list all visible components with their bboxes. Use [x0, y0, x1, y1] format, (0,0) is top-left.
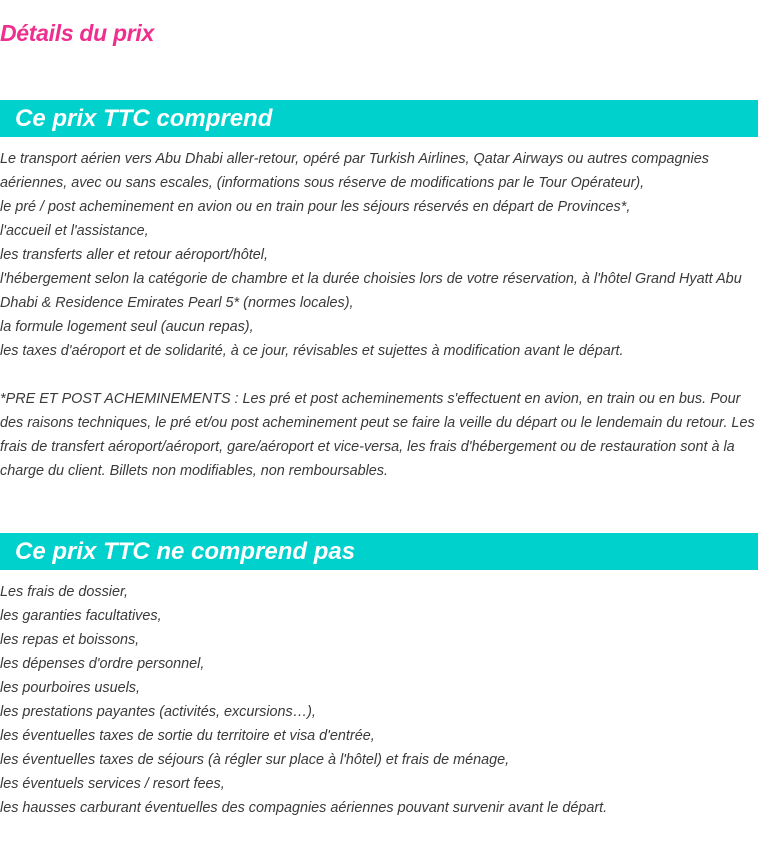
- page-title: Détails du prix: [0, 20, 154, 46]
- list-item: les taxes d'aéroport et de solidarité, à ce jour, révisables et sujettes à modification avant le départ.: [0, 343, 624, 359]
- list-item: les éventuels services / resort fees,: [0, 776, 225, 792]
- transport-note: [0, 387, 758, 483]
- list-item: les transferts aller et retour aéroport/hôtel,: [0, 247, 268, 263]
- list-item: les hausses carburant éventuelles des compagnies aériennes pouvant survenir avant le départ.: [0, 800, 608, 816]
- excluded-list: [0, 580, 758, 820]
- list-item: l'hébergement selon la catégorie de chambre et la durée choisies lors de votre réservation, à l'hôtel Grand Hyatt Abu Dhabi & Residence Emirates Pearl 5* (normes locales),: [0, 271, 742, 311]
- list-item: les pourboires usuels,: [0, 680, 140, 696]
- list-item: le pré / post acheminement en avion ou en train pour les séjours réservés en départ de Provinces*,: [0, 199, 631, 215]
- included-section-header: [0, 100, 758, 137]
- list-item: les dépenses d'ordre personnel,: [0, 656, 205, 672]
- included-heading: Ce prix TTC comprend: [15, 104, 273, 132]
- list-item: l'accueil et l'assistance,: [0, 223, 149, 239]
- list-item: les éventuelles taxes de sortie du territoire et visa d'entrée,: [0, 728, 375, 744]
- excluded-heading: Ce prix TTC ne comprend pas: [15, 537, 356, 565]
- list-item: les éventuelles taxes de séjours (à régler sur place à l'hôtel) et frais de ménage,: [0, 752, 510, 768]
- transport-note-text: *PRE ET POST ACHEMINEMENTS : Les pré et post acheminements s'effectuent en avion, en train ou en bus. Pour des raisons techniques, le pré et/ou post acheminement peut se faire la veille du départ ou le lendemain du retour. Les frais de transfert aéroport/aéroport, gare/aéroport et vice-versa, les frais d'hébergement ou de restauration sont à la charge du client. Billets non modifiables, non remboursables.: [0, 391, 755, 479]
- list-item: la formule logement seul (aucun repas),: [0, 319, 254, 335]
- included-list: [0, 147, 758, 363]
- list-item: les prestations payantes (activités, excursions…),: [0, 704, 316, 720]
- excluded-section-header: [0, 533, 758, 570]
- list-item: Le transport aérien vers Abu Dhabi aller-retour, opéré par Turkish Airlines, Qatar Airways ou autres compagnies aériennes, avec ou sans escales, (informations sous réserve de modifications par le Tour Opérateur),: [0, 151, 709, 191]
- list-item: les garanties facultatives,: [0, 608, 162, 624]
- list-item: les repas et boissons,: [0, 632, 140, 648]
- list-item: Les frais de dossier,: [0, 584, 128, 600]
